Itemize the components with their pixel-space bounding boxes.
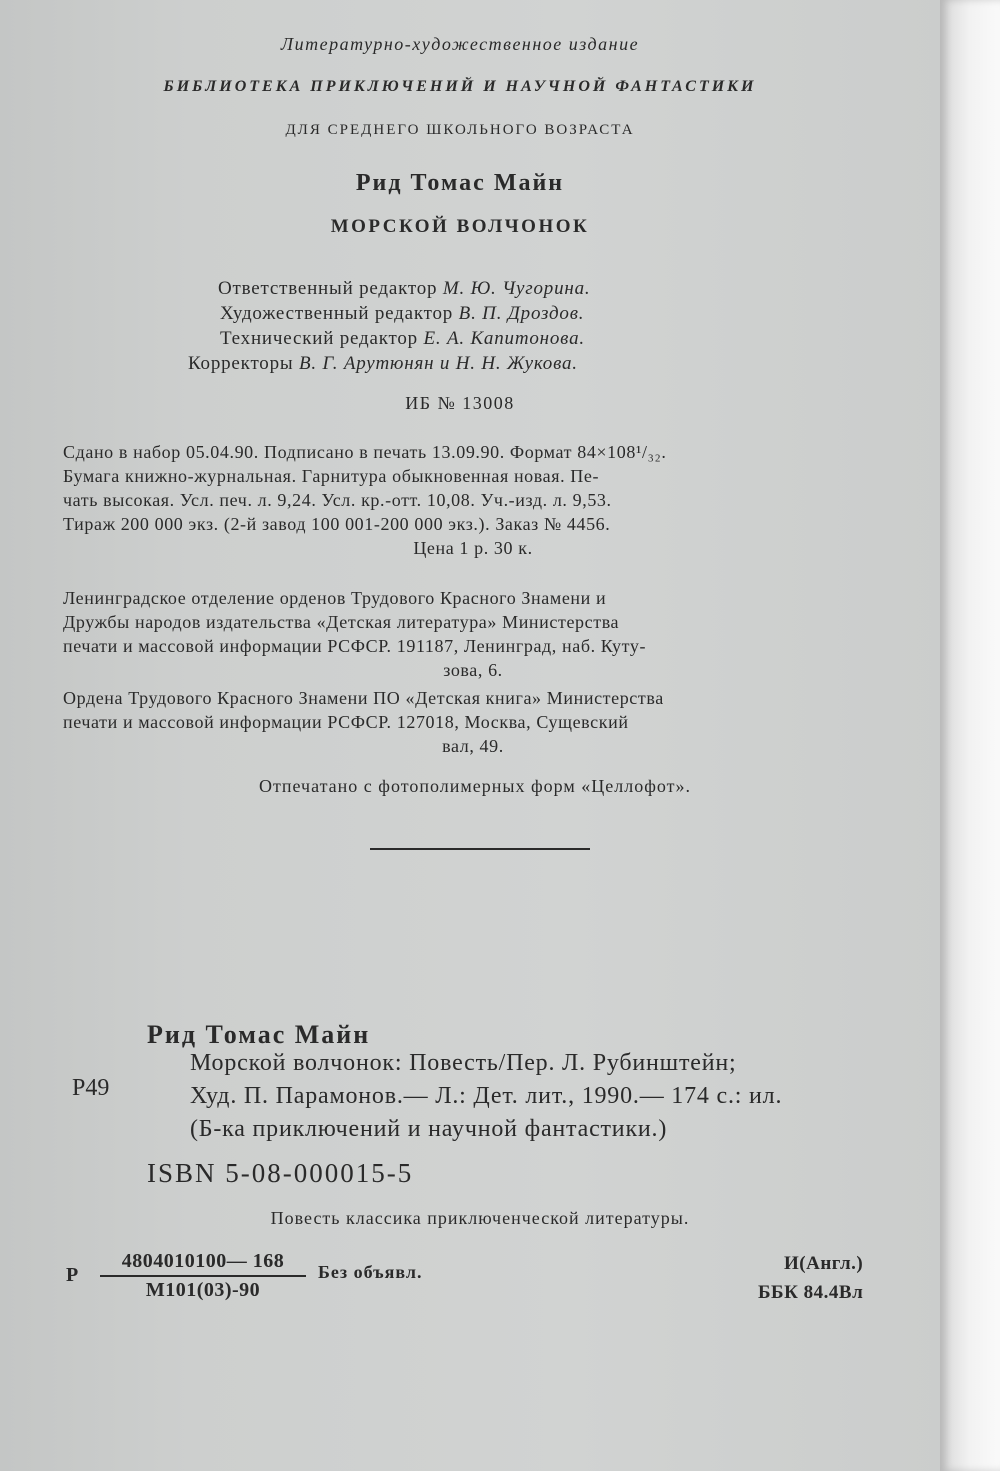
audience-line: ДЛЯ СРЕДНЕГО ШКОЛЬНОГО ВОЗРАСТА <box>285 122 635 138</box>
annotation: Повесть классика приключенческой литературы. <box>270 1208 690 1228</box>
no-ads-label: Без объявл. <box>318 1262 423 1282</box>
imprint-block <box>63 440 883 560</box>
page-edge <box>940 0 1000 1471</box>
language-code: И(Англ.) <box>784 1253 864 1274</box>
printer-block <box>63 686 883 758</box>
imprint-line: чать высокая. Усл. печ. л. 9,24. Усл. кр.-отт. 10,08. Уч.-изд. л. 9,53. <box>63 490 612 510</box>
card-line: Морской волчонок: Повесть/Пер. Л. Рубинштейн; <box>190 1050 737 1076</box>
card-line: Худ. П. Парамонов.— Л.: Дет. лит., 1990.— 174 с.: ил. <box>190 1083 783 1109</box>
publisher-block <box>63 586 883 682</box>
ib-number: ИБ № 13008 <box>405 393 515 413</box>
price: Цена 1 р. 30 к. <box>413 538 533 558</box>
book-author: Рид Томас Майн <box>355 170 565 196</box>
r-label: Р <box>66 1264 79 1286</box>
imprint-line: Тираж 200 000 экз. (2-й завод 100 001-200 000 экз.). Заказ № 4456. <box>63 514 611 534</box>
editor-row: Технический редактор Е. А. Капитонова. <box>220 328 585 349</box>
editor-row: Художественный редактор В. П. Дроздов. <box>220 303 585 324</box>
publisher-line: зова, 6. <box>443 660 503 680</box>
imprint-line: Сдано в набор 05.04.90. Подписано в печать 13.09.90. Формат 84×108¹/₃₂. <box>63 442 667 462</box>
fraction-numerator: 4804010100— 168 <box>100 1250 306 1277</box>
fraction-denominator: М101(03)-90 <box>145 1279 261 1301</box>
card-body <box>190 1047 782 1146</box>
imprint-line: Бумага книжно-журнальная. Гарнитура обыкновенная новая. Пе- <box>63 466 600 486</box>
publisher-line: Дружбы народов издательства «Детская литература» Министерства <box>63 612 620 632</box>
editor-row: Ответственный редактор М. Ю. Чугорина. <box>218 278 591 299</box>
bbk-code: ББК 84.4Вл <box>758 1282 864 1303</box>
book-title: МОРСКОЙ ВОЛЧОНОК <box>330 216 590 237</box>
publisher-line: печати и массовой информации РСФСР. 191187, Ленинград, наб. Куту- <box>63 636 647 656</box>
series-line: БИБЛИОТЕКА ПРИКЛЮЧЕНИЙ И НАУЧНОЙ ФАНТАСТИКИ <box>163 78 757 95</box>
card-line: (Б-ка приключений и научной фантастики.) <box>190 1116 668 1142</box>
card-code: Р49 <box>72 1075 110 1101</box>
printer-line: печати и массовой информации РСФСР. 127018, Москва, Сущевский <box>63 712 629 732</box>
genre-line: Литературно-художественное издание <box>280 34 640 54</box>
editors-block <box>188 276 590 376</box>
catalog-fraction <box>100 1250 306 1302</box>
editor-row: Корректоры В. Г. Арутюнян и Н. Н. Жукова. <box>188 353 578 374</box>
isbn: ISBN 5-08-000015-5 <box>147 1158 414 1188</box>
card-author: Рид Томас Майн <box>147 1020 371 1049</box>
publisher-line: Ленинградское отделение орденов Трудового Красного Знамени и <box>63 588 607 608</box>
divider-rule <box>370 848 590 850</box>
printed-from-line: Отпечатано с фотополимерных форм «Целлофот». <box>258 776 691 796</box>
printer-line: Ордена Трудового Красного Знамени ПО «Детская книга» Министерства <box>63 688 664 708</box>
printer-line: вал, 49. <box>442 736 504 756</box>
